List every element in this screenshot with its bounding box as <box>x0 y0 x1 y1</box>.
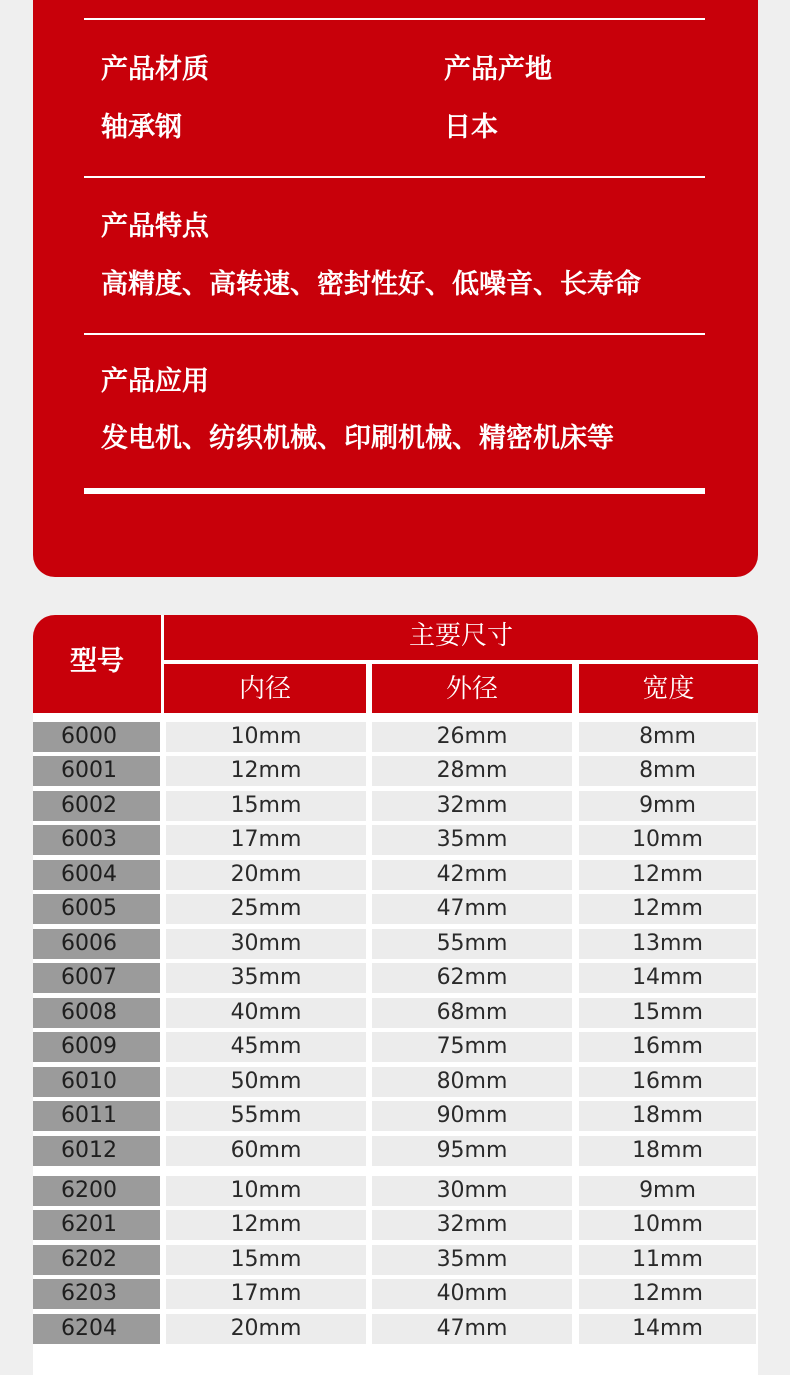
inner-diameter-cell: 10mm <box>166 1176 366 1206</box>
inner-diameter-cell: 50mm <box>166 1067 366 1097</box>
inner-diameter-cell: 30mm <box>166 929 366 959</box>
material-label: 产品材质 <box>101 54 209 85</box>
width-cell: 16mm <box>579 1067 756 1097</box>
outer-diameter-cell: 26mm <box>372 722 572 752</box>
outer-diameter-cell: 32mm <box>372 791 572 821</box>
width-header: 宽度 <box>642 674 695 704</box>
inner-diameter-cell: 15mm <box>166 791 366 821</box>
width-cell: 10mm <box>579 1210 756 1240</box>
table-row <box>33 998 758 1028</box>
width-cell: 12mm <box>579 894 756 924</box>
outer-diameter-cell: 90mm <box>372 1101 572 1131</box>
outer-diameter-cell: 35mm <box>372 825 572 855</box>
model-cell: 6003 <box>33 825 160 855</box>
divider-after-material <box>84 176 705 178</box>
outer-diameter-cell: 62mm <box>372 963 572 993</box>
table-row <box>33 1101 758 1131</box>
table-row <box>33 1245 758 1275</box>
outer-diameter-cell: 55mm <box>372 929 572 959</box>
table-row <box>33 1067 758 1097</box>
outer-diameter-cell: 95mm <box>372 1136 572 1166</box>
inner-diameter-cell: 12mm <box>166 756 366 786</box>
table-row <box>33 722 758 752</box>
inner-diameter-cell: 17mm <box>166 1279 366 1309</box>
table-row <box>33 825 758 855</box>
table-row <box>33 1176 758 1206</box>
width-cell: 9mm <box>579 791 756 821</box>
origin-value: 日本 <box>444 112 498 143</box>
table-row <box>33 894 758 924</box>
model-cell: 6201 <box>33 1210 160 1240</box>
width-cell: 12mm <box>579 860 756 890</box>
model-cell: 6203 <box>33 1279 160 1309</box>
table-row <box>33 963 758 993</box>
features-value: 高精度、高转速、密封性好、低噪音、长寿命 <box>101 269 641 300</box>
model-cell: 6012 <box>33 1136 160 1166</box>
inner-diameter-cell: 35mm <box>166 963 366 993</box>
table-row <box>33 1210 758 1240</box>
inner-diameter-cell: 20mm <box>166 1314 366 1344</box>
applications-label: 产品应用 <box>101 366 209 397</box>
model-cell: 6007 <box>33 963 160 993</box>
table-row <box>33 756 758 786</box>
header-divider-outer-width <box>572 660 579 713</box>
table-row <box>33 860 758 890</box>
outer-diameter-cell: 47mm <box>372 1314 572 1344</box>
model-cell: 6000 <box>33 722 160 752</box>
width-cell: 18mm <box>579 1136 756 1166</box>
inner-diameter-cell: 15mm <box>166 1245 366 1275</box>
model-cell: 6002 <box>33 791 160 821</box>
width-cell: 18mm <box>579 1101 756 1131</box>
outer-diameter-header: 外径 <box>445 674 498 704</box>
model-cell: 6001 <box>33 756 160 786</box>
model-cell: 6004 <box>33 860 160 890</box>
width-cell: 8mm <box>579 756 756 786</box>
model-cell: 6010 <box>33 1067 160 1097</box>
table-row <box>33 1136 758 1166</box>
outer-diameter-cell: 80mm <box>372 1067 572 1097</box>
model-header: 型号 <box>70 646 124 677</box>
inner-diameter-cell: 40mm <box>166 998 366 1028</box>
inner-diameter-cell: 17mm <box>166 825 366 855</box>
outer-diameter-cell: 42mm <box>372 860 572 890</box>
divider-top <box>84 18 705 20</box>
table-row <box>33 791 758 821</box>
model-cell: 6009 <box>33 1032 160 1062</box>
table-row <box>33 1314 758 1344</box>
outer-diameter-cell: 28mm <box>372 756 572 786</box>
width-cell: 15mm <box>579 998 756 1028</box>
model-cell: 6011 <box>33 1101 160 1131</box>
features-label: 产品特点 <box>101 211 209 242</box>
width-cell: 14mm <box>579 1314 756 1344</box>
inner-diameter-cell: 12mm <box>166 1210 366 1240</box>
outer-diameter-cell: 30mm <box>372 1176 572 1206</box>
model-cell: 6008 <box>33 998 160 1028</box>
inner-diameter-header: 内径 <box>238 674 291 704</box>
header-divider-horizontal <box>164 660 758 664</box>
table-row <box>33 929 758 959</box>
outer-diameter-cell: 75mm <box>372 1032 572 1062</box>
outer-diameter-cell: 68mm <box>372 998 572 1028</box>
width-cell: 11mm <box>579 1245 756 1275</box>
model-cell: 6006 <box>33 929 160 959</box>
inner-diameter-cell: 45mm <box>166 1032 366 1062</box>
width-cell: 9mm <box>579 1176 756 1206</box>
inner-diameter-cell: 25mm <box>166 894 366 924</box>
model-cell: 6202 <box>33 1245 160 1275</box>
width-cell: 16mm <box>579 1032 756 1062</box>
inner-diameter-cell: 55mm <box>166 1101 366 1131</box>
spec-table <box>33 615 758 1375</box>
width-cell: 8mm <box>579 722 756 752</box>
width-cell: 10mm <box>579 825 756 855</box>
applications-value: 发电机、纺织机械、印刷机械、精密机床等 <box>101 423 614 454</box>
table-row <box>33 1032 758 1062</box>
divider-after-features <box>84 333 705 335</box>
divider-bottom <box>84 488 705 494</box>
outer-diameter-cell: 32mm <box>372 1210 572 1240</box>
model-cell: 6204 <box>33 1314 160 1344</box>
inner-diameter-cell: 10mm <box>166 722 366 752</box>
table-row <box>33 1279 758 1309</box>
main-size-header: 主要尺寸 <box>408 621 513 651</box>
width-cell: 14mm <box>579 963 756 993</box>
origin-label: 产品产地 <box>444 54 552 85</box>
inner-diameter-cell: 20mm <box>166 860 366 890</box>
outer-diameter-cell: 47mm <box>372 894 572 924</box>
outer-diameter-cell: 35mm <box>372 1245 572 1275</box>
width-cell: 13mm <box>579 929 756 959</box>
inner-diameter-cell: 60mm <box>166 1136 366 1166</box>
model-cell: 6005 <box>33 894 160 924</box>
outer-diameter-cell: 40mm <box>372 1279 572 1309</box>
material-value: 轴承钢 <box>101 112 182 143</box>
model-cell: 6200 <box>33 1176 160 1206</box>
width-cell: 12mm <box>579 1279 756 1309</box>
